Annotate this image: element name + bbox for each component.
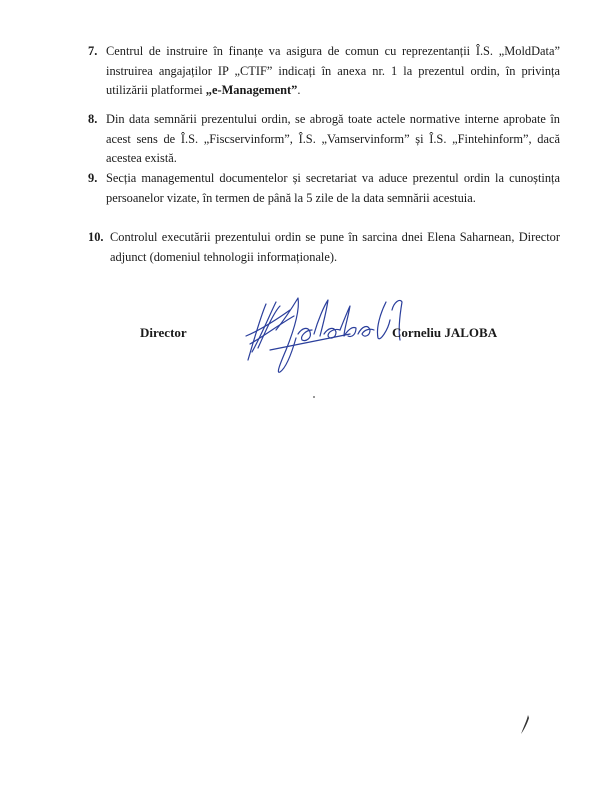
order-item-7 xyxy=(88,42,560,101)
handwritten-signature xyxy=(240,290,408,378)
item-number: 8. xyxy=(88,112,98,126)
platform-name: „e-Management” xyxy=(205,83,298,97)
item-number: 10. xyxy=(88,230,104,244)
item-number: 7. xyxy=(88,44,98,58)
item-text: Din data semnării prezentului ordin, se abrogă toate actele normative interne aprobate în acest sens de Î.S. „Fiscservinform”, Î.S. „Vamservinform” și Î.S. „Fintehinform”, dacă acestea există. xyxy=(106,112,560,165)
item-text-after: . xyxy=(297,83,301,97)
item-text xyxy=(88,42,560,101)
item-text: Secția managementul documentelor și secretariat va aduce prezentul ordin la cunoștința persoanelor vizate, în termen de până la 5 zile de la data semnării acestuia. xyxy=(106,171,560,205)
item-number: 9. xyxy=(88,171,98,185)
order-item-9 xyxy=(88,169,560,208)
signatory-name: Corneliu JALOBA xyxy=(392,325,498,340)
item-text: Controlul executării prezentului ordin se pune în sarcina dnei Elena Saharnean, Director adjunct (domeniul tehnologii informaționale). xyxy=(110,230,560,264)
signatory-role: Director xyxy=(140,325,187,340)
order-item-10 xyxy=(88,228,560,267)
item-text-before: Centrul de instruire în finanțe va asigura de comun cu reprezentanții Î.S. „MoldData” instruirea angajaților IP „CTIF” indicați în anexa nr. 1 la prezentul ordin, în privința utilizării platformei xyxy=(106,44,560,97)
page-mark xyxy=(518,714,532,736)
ink-speck xyxy=(313,396,315,398)
order-item-8 xyxy=(88,110,560,169)
